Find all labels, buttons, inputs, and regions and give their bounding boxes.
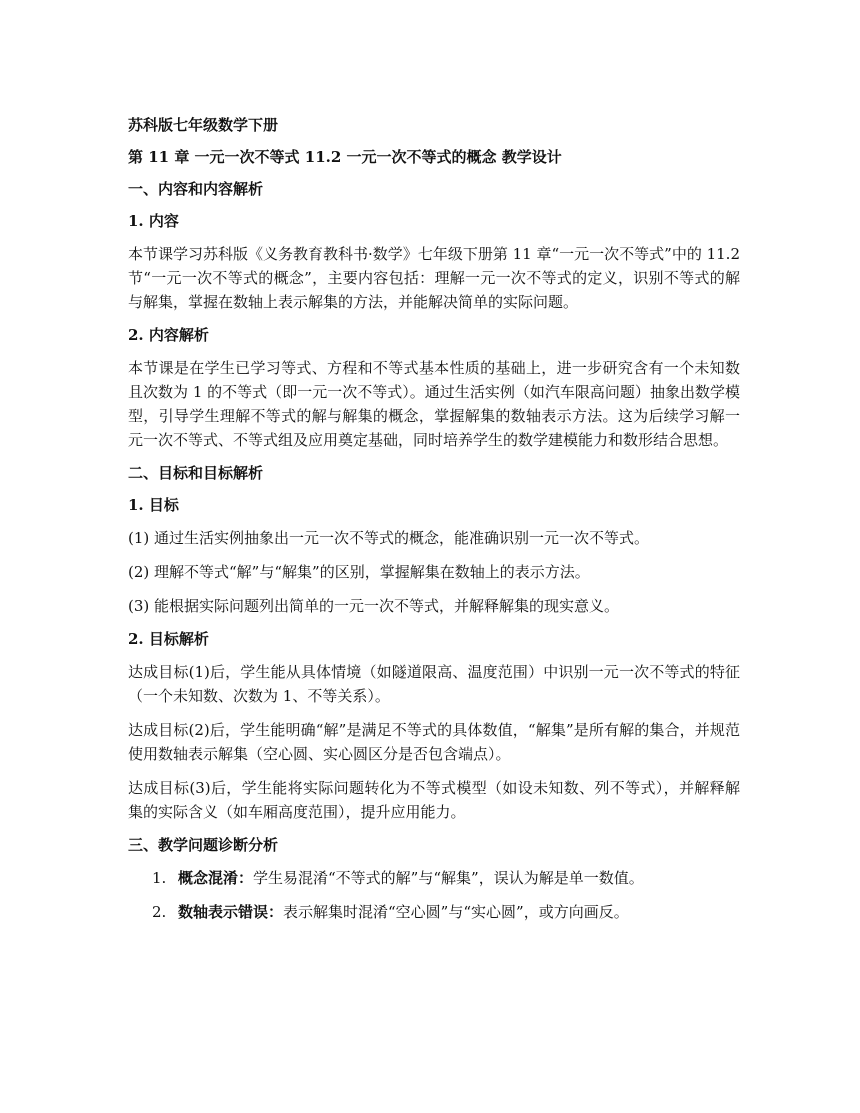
subheading-goals: 1. 目标 — [128, 496, 179, 514]
goal-item-1: (1) 通过生活实例抽象出一元一次不等式的概念，能准确识别一元一次不等式。 — [128, 529, 650, 547]
list-item-text: 表示解集时混淆“空心圆”与“实心圆”，或方向画反。 — [283, 903, 629, 921]
list-item — [128, 900, 740, 924]
subheading-goals-analysis: 2. 目标解析 — [128, 630, 209, 648]
goal-analysis-2: 达成目标(2)后，学生能明确“解”是满足不等式的具体数值，“解集”是所有解的集合，并规范使用数轴表示解集（空心圆、实心圆区分是否包含端点）。 — [128, 721, 740, 763]
subheading-content: 1. 内容 — [128, 212, 179, 230]
paragraph-content-analysis: 本节课是在学生已学习等式、方程和不等式基本性质的基础上，进一步研究含有一个未知数且次数为 1 的不等式（即一元一次不等式）。通过生活实例（如汽车限高问题）抽象出数学模型，引导学生理解不等式的解与解集的概念，掌握解集的数轴表示方法。这为后续学习解一元一次不等式、不等式组及应用奠定基础，同时培养学生的数学建模能力和数形结合思想。 — [128, 359, 740, 449]
list-item-term: 数轴表示错误： — [178, 903, 284, 921]
goal-item-3: (3) 能根据实际问题列出简单的一元一次不等式，并解释解集的现实意义。 — [128, 597, 620, 615]
doc-title-lesson: 第 11 章 一元一次不等式 11.2 一元一次不等式的概念 教学设计 — [128, 148, 562, 166]
section-heading-goals: 二、目标和目标解析 — [128, 464, 264, 482]
document-page — [128, 114, 740, 934]
diagnosis-list — [128, 866, 740, 924]
list-item-text: 学生易混淆“不等式的解”与“解集”，误认为解是单一数值。 — [253, 869, 644, 887]
goal-item-2: (2) 理解不等式“解”与“解集”的区别，掌握解集在数轴上的表示方法。 — [128, 563, 590, 581]
goal-analysis-1: 达成目标(1)后，学生能从具体情境（如隧道限高、温度范围）中识别一元一次不等式的特征（一个未知数、次数为 1、不等关系）。 — [128, 663, 740, 705]
list-item-number: 2. — [152, 903, 167, 921]
list-item — [128, 866, 740, 890]
goal-analysis-3: 达成目标(3)后，学生能将实际问题转化为不等式模型（如设未知数、列不等式），并解释解集的实际含义（如车厢高度范围），提升应用能力。 — [128, 779, 740, 821]
paragraph-content: 本节课学习苏科版《义务教育教科书·数学》七年级下册第 11 章“一元一次不等式”中的 11.2 节“一元一次不等式的概念”，主要内容包括：理解一元一次不等式的定义，识别不等式的解与解集，掌握在数轴上表示解集的方法，并能解决简单的实际问题。 — [128, 245, 740, 311]
list-item-number: 1. — [152, 869, 167, 887]
doc-title-textbook: 苏科版七年级数学下册 — [128, 116, 279, 134]
subheading-content-analysis: 2. 内容解析 — [128, 326, 209, 344]
section-heading-content: 一、内容和内容解析 — [128, 180, 264, 198]
list-item-term: 概念混淆： — [178, 869, 254, 887]
section-heading-diagnosis: 三、教学问题诊断分析 — [128, 836, 279, 854]
